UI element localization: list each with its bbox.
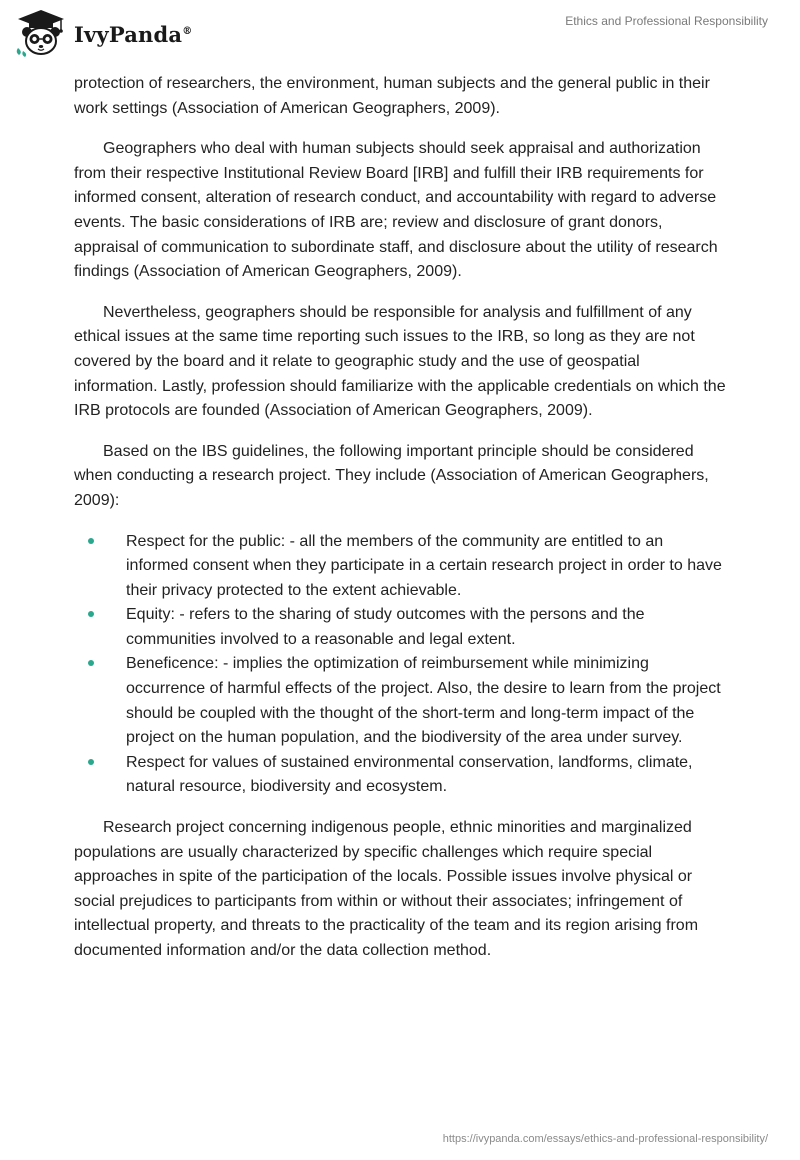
list-item-text: Respect for values of sustained environmental conservation, landforms, climate, natural resource, biodiversity and ecosystem. <box>126 753 693 796</box>
list-item <box>74 530 726 604</box>
document-title: Ethics and Professional Responsibility <box>565 14 768 28</box>
list-item <box>74 652 726 750</box>
bullet-dot-icon <box>88 538 94 544</box>
bullet-dot-icon <box>88 611 94 617</box>
footer-source-url[interactable]: https://ivypanda.com/essays/ethics-and-professional-responsibility/ <box>442 1133 768 1145</box>
logo-text <box>74 22 192 47</box>
paragraph-indigenous-populations: Research project concerning indigenous people, ethnic minorities and marginalized populations are usually characterized by specific challenges which require special approaches in spite of the participation of the locals. Possible issues involve physical or social prejudices to participants from within or without their associates; infringement of intellectual property, and threats to the practicality of the team and its region arising from documented information and/or the data collection method. <box>74 819 699 959</box>
list-item-text: Equity: - refers to the sharing of study outcomes with the persons and the communities involved to a reasonable and legal extent. <box>126 606 645 648</box>
bullet-dot-icon <box>88 660 94 666</box>
list-item <box>74 751 726 800</box>
paragraph-ibs-guidelines: Based on the IBS guidelines, the following important principle should be considered when conducting a research project. They include (Association of American Geographers, 2009): <box>74 442 709 509</box>
list-item-text: Respect for the public: - all the members of the community are entitled to an informed consent when they participate in a certain research project in order to have their privacy protected to the extent achievable. <box>126 532 722 599</box>
page-header <box>0 0 800 66</box>
principles-list <box>74 530 726 801</box>
bullet-dot-icon <box>88 759 94 765</box>
paragraph-geographer-responsibility: Nevertheless, geographers should be responsible for analysis and fulfillment of any ethical issues at the same time reporting such issues to the IRB, so long as they are not covered by the board and it relate to geographic study and the use of geospatial information. Lastly, profession should familiarize with the applicable credentials on which the IRB protocols are founded (Association of American Geographers, 2009). <box>74 303 726 420</box>
list-item <box>74 603 726 652</box>
essay-content <box>74 72 726 980</box>
panda-graduate-icon <box>14 8 68 58</box>
logo-registered-mark: ® <box>182 25 193 37</box>
ivypanda-logo[interactable] <box>14 8 192 58</box>
logo-name: IvyPanda <box>74 21 183 47</box>
list-item-text: Beneficence: - implies the optimization of reimbursement while minimizing occurrence of harmful effects of the project. Also, the desire to learn from the project should be coupled with the thought of the short-term and long-term impact of the project on the human population, and the biodiversity of the area under survey. <box>126 655 721 747</box>
paragraph-continuation: protection of researchers, the environment, human subjects and the general public in their work settings (Association of American Geographers, 2009). <box>74 75 710 117</box>
paragraph-irb-requirements: Geographers who deal with human subjects should seek appraisal and authorization from their respective Institutional Review Board [IRB] and fulfill their IRB requirements for informed consent, alteration of research conduct, and accountability with regard to adverse events. The basic considerations of IRB are; review and disclosure of grant donors, appraisal of communication to subordinate staff, and disclosure about the utility of research findings (Association of American Geographers, 2009). <box>74 140 718 281</box>
